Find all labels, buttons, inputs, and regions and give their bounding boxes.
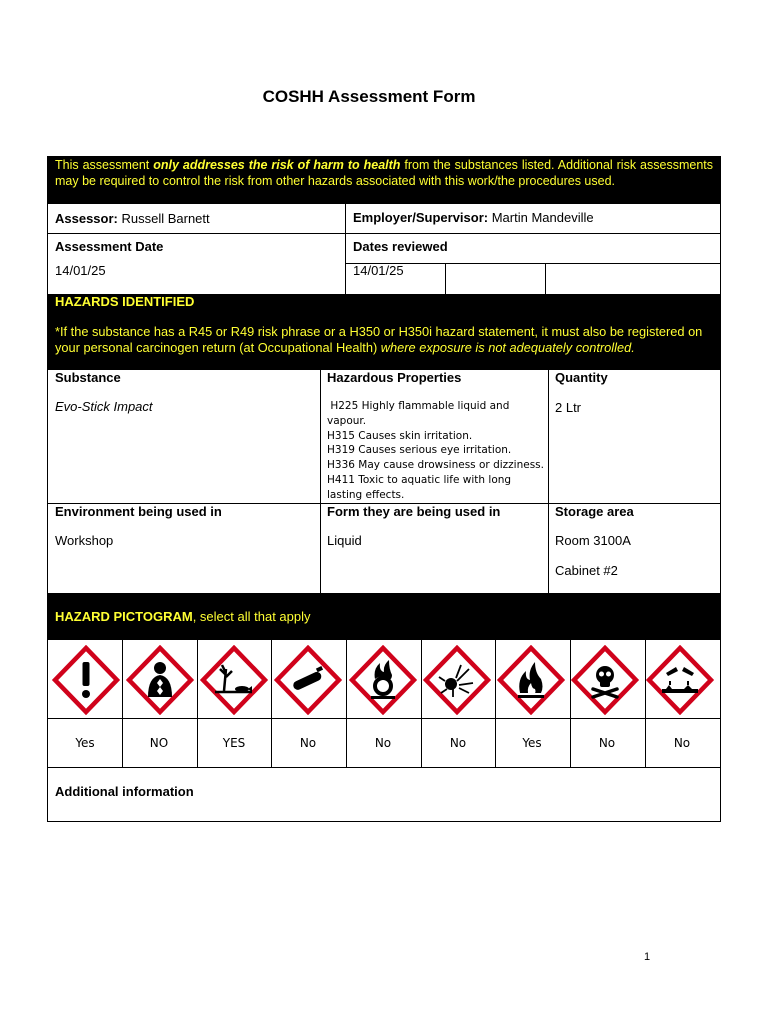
pictogram-gas-cylinder[interactable] xyxy=(274,645,342,715)
hazards-note xyxy=(55,324,713,356)
pictogram-answer[interactable]: No xyxy=(374,736,392,750)
intro-emphasis: only addresses the risk of harm to health xyxy=(153,158,401,172)
grid-divider xyxy=(421,639,422,767)
grid-divider xyxy=(122,639,123,767)
hazardous-properties-label: Hazardous Properties xyxy=(327,370,462,385)
form-value: Liquid xyxy=(327,533,362,548)
assessor-label: Assessor: xyxy=(55,211,118,226)
pictogram-answer[interactable]: YES xyxy=(222,736,246,750)
pictogram-answer[interactable]: No xyxy=(673,736,691,750)
skull-crossbones-icon xyxy=(571,645,639,715)
assessor-value: Russell Barnett xyxy=(117,211,210,226)
flame-over-circle-icon xyxy=(349,645,417,715)
hazards-note-emphasis: where exposure is not adequately controlled. xyxy=(380,340,635,355)
intro-banner xyxy=(48,157,720,203)
flame-icon xyxy=(497,645,565,715)
storage-value-1: Room 3100A xyxy=(555,533,631,548)
gas-cylinder-icon xyxy=(274,645,342,715)
pictogram-note: , select all that apply xyxy=(192,609,311,624)
assessor-cell xyxy=(55,204,345,234)
grid-divider xyxy=(346,639,347,767)
intro-text-1: This assessment xyxy=(55,158,154,172)
hazards-identified-banner xyxy=(48,294,720,370)
grid-divider xyxy=(271,639,272,767)
environment-label: Environment being used in xyxy=(55,504,222,519)
pictogram-answer[interactable]: NO xyxy=(149,736,169,750)
coshh-form-table xyxy=(47,156,721,822)
corrosion-icon xyxy=(646,645,714,715)
hazard-statement: lasting effects. xyxy=(327,488,405,501)
hazards-note-text: *If the substance has a R45 or R49 risk phrase or a H350 or H350i hazard statement, it must also be registered on your personal carcinogen return (at Occupational Health) xyxy=(55,324,703,355)
pictogram-heading: HAZARD PICTOGRAM xyxy=(55,609,193,624)
page-title: COSHH Assessment Form xyxy=(262,87,476,106)
quantity-label: Quantity xyxy=(555,370,608,385)
substance-label: Substance xyxy=(55,370,121,385)
grid-divider xyxy=(495,639,496,767)
employer-cell xyxy=(353,204,713,234)
pictogram-toxic[interactable] xyxy=(571,645,639,715)
hazard-statement: H319 Causes serious eye irritation. xyxy=(327,444,512,457)
employer-label: Employer/Supervisor: xyxy=(353,210,489,225)
storage-value-2: Cabinet #2 xyxy=(555,563,618,578)
page-number: 1 xyxy=(644,951,651,963)
environment-hazard-icon xyxy=(200,645,268,715)
grid-divider xyxy=(197,639,198,767)
hazard-statement: H225 Highly flammable liquid and xyxy=(327,400,510,412)
pictogram-exclamation[interactable] xyxy=(52,645,120,715)
pictogram-answer[interactable]: No xyxy=(299,736,317,750)
pictogram-answer[interactable]: Yes xyxy=(75,736,95,750)
grid-divider xyxy=(570,639,571,767)
exclamation-mark-icon xyxy=(52,645,120,715)
assessment-date-value: 14/01/25 xyxy=(55,263,106,278)
hazard-pictogram-banner xyxy=(48,593,720,640)
hazardous-properties-list xyxy=(327,399,552,503)
storage-label: Storage area xyxy=(555,504,634,519)
employer-value: Martin Mandeville xyxy=(488,210,594,225)
dates-reviewed-label: Dates reviewed xyxy=(353,239,448,254)
pictogram-oxidising[interactable] xyxy=(349,645,417,715)
pictogram-explosive[interactable] xyxy=(423,645,491,715)
health-hazard-icon xyxy=(126,645,194,715)
form-label: Form they are being used in xyxy=(327,504,501,519)
pictogram-answer[interactable]: Yes xyxy=(522,736,542,750)
pictogram-flammable[interactable] xyxy=(497,645,565,715)
additional-info-label: Additional information xyxy=(55,784,194,799)
hazard-statement: H315 Causes skin irritation. xyxy=(327,429,473,442)
assessment-date-label: Assessment Date xyxy=(55,239,164,254)
exploding-bomb-icon xyxy=(423,645,491,715)
pictogram-answer[interactable]: No xyxy=(449,736,467,750)
intro-text-2: from the substances listed. Additional risk assessments may be required to control the risk from other hazards associated with this work/the procedures used. xyxy=(55,158,713,188)
pictogram-environment[interactable] xyxy=(200,645,268,715)
pictogram-answer[interactable]: No xyxy=(598,736,616,750)
environment-value: Workshop xyxy=(55,533,114,548)
hazards-heading: HAZARDS IDENTIFIED xyxy=(55,294,195,309)
grid-divider xyxy=(645,639,646,767)
substance-value: Evo-Stick Impact xyxy=(55,399,153,414)
pictogram-corrosive[interactable] xyxy=(646,645,714,715)
hazard-statement: H336 May cause drowsiness or dizziness. xyxy=(327,459,544,472)
dates-reviewed-value-1: 14/01/25 xyxy=(353,263,404,278)
pictogram-health-hazard[interactable] xyxy=(126,645,194,715)
hazard-statement: vapour. xyxy=(327,414,367,427)
hazard-statement: H411 Toxic to aquatic life with long xyxy=(327,473,512,486)
quantity-value: 2 Ltr xyxy=(555,400,582,415)
